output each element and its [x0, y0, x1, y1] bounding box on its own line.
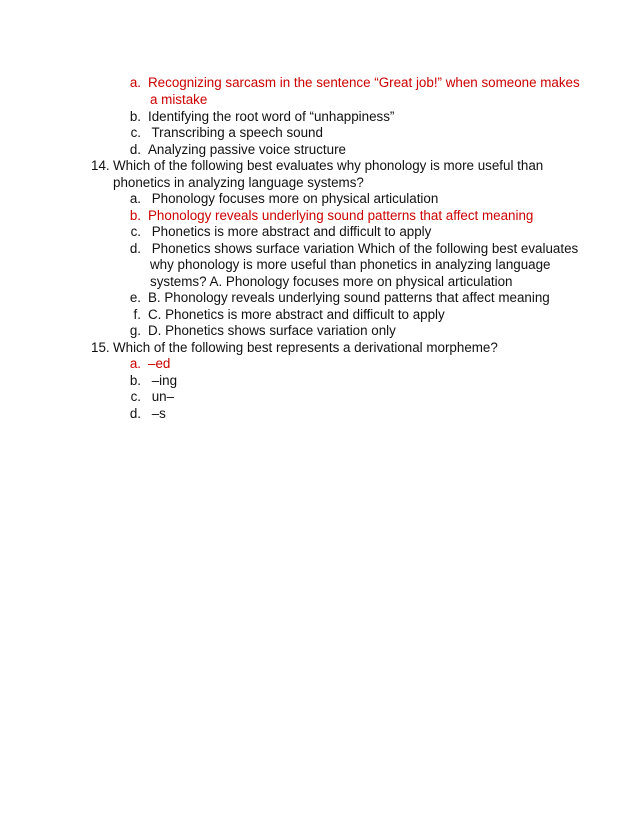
q15-option-a [123, 356, 170, 373]
q13-option-a [123, 75, 580, 92]
q13-option-c [123, 125, 323, 142]
q14-option-e [123, 290, 550, 307]
q14-option-d [123, 241, 578, 258]
option-text: Phonetics is more abstract and difficult to apply [148, 224, 432, 239]
q14-option-g [123, 323, 396, 340]
option-text: D. Phonetics shows surface variation only [148, 323, 396, 338]
option-letter: b. [129, 373, 141, 388]
option-letter: c. [130, 125, 141, 140]
option-text-continuation: a mistake [150, 92, 208, 107]
option-letter: a. [129, 75, 141, 90]
option-text: –ed [148, 356, 171, 371]
option-text: Analyzing passive voice structure [148, 142, 346, 157]
q14-option-c [123, 224, 431, 241]
q14-option-d-continuation-1 [150, 257, 551, 274]
option-letter: c. [130, 389, 141, 404]
option-text: Phonology focuses more on physical articulation [148, 191, 439, 206]
option-text: Identifying the root word of “unhappiness” [148, 109, 395, 124]
question-number: 14. [91, 158, 110, 173]
question-number: 15. [91, 340, 110, 355]
option-letter: b. [129, 208, 141, 223]
q15-option-b [123, 373, 177, 390]
option-letter: a. [129, 356, 141, 371]
q13-option-b [123, 109, 394, 126]
q13-option-a-continuation [150, 92, 207, 109]
option-letter: d. [129, 406, 141, 421]
option-text: Phonetics shows surface variation Which of the following best evaluates [148, 241, 579, 256]
option-text: Phonology reveals underlying sound patterns that affect meaning [148, 208, 534, 223]
option-letter: b. [129, 109, 141, 124]
option-letter: g. [129, 323, 141, 338]
option-letter: c. [130, 224, 141, 239]
q14-option-b [123, 208, 533, 225]
option-text: C. Phonetics is more abstract and difficult to apply [148, 307, 445, 322]
question-stem-continuation: phonetics in analyzing language systems? [113, 175, 364, 190]
option-text: Transcribing a speech sound [148, 125, 323, 140]
option-text: B. Phonology reveals underlying sound patterns that affect meaning [148, 290, 550, 305]
q14-stem [91, 158, 543, 175]
option-letter: d. [129, 241, 141, 256]
q14-stem-continuation [113, 175, 364, 192]
option-text: un– [148, 389, 175, 404]
q14-option-a [123, 191, 438, 208]
q15-option-d [123, 406, 166, 423]
q15-stem [91, 340, 498, 357]
q14-option-f [123, 307, 445, 324]
q14-option-d-continuation-2 [150, 274, 512, 291]
option-text: –s [148, 406, 166, 421]
option-text-continuation: why phonology is more useful than phonetics in analyzing language [150, 257, 551, 272]
question-stem: Which of the following best represents a derivational morpheme? [113, 340, 498, 355]
option-letter: e. [129, 290, 141, 305]
q15-option-c [123, 389, 174, 406]
option-letter: d. [129, 142, 141, 157]
option-text-continuation: systems? A. Phonology focuses more on physical articulation [150, 274, 513, 289]
question-stem: Which of the following best evaluates why phonology is more useful than [113, 158, 544, 173]
option-text: –ing [148, 373, 178, 388]
q13-option-d [123, 142, 346, 159]
option-text: Recognizing sarcasm in the sentence “Great job!” when someone makes [148, 75, 580, 90]
option-letter: f. [133, 307, 141, 322]
option-letter: a. [129, 191, 141, 206]
